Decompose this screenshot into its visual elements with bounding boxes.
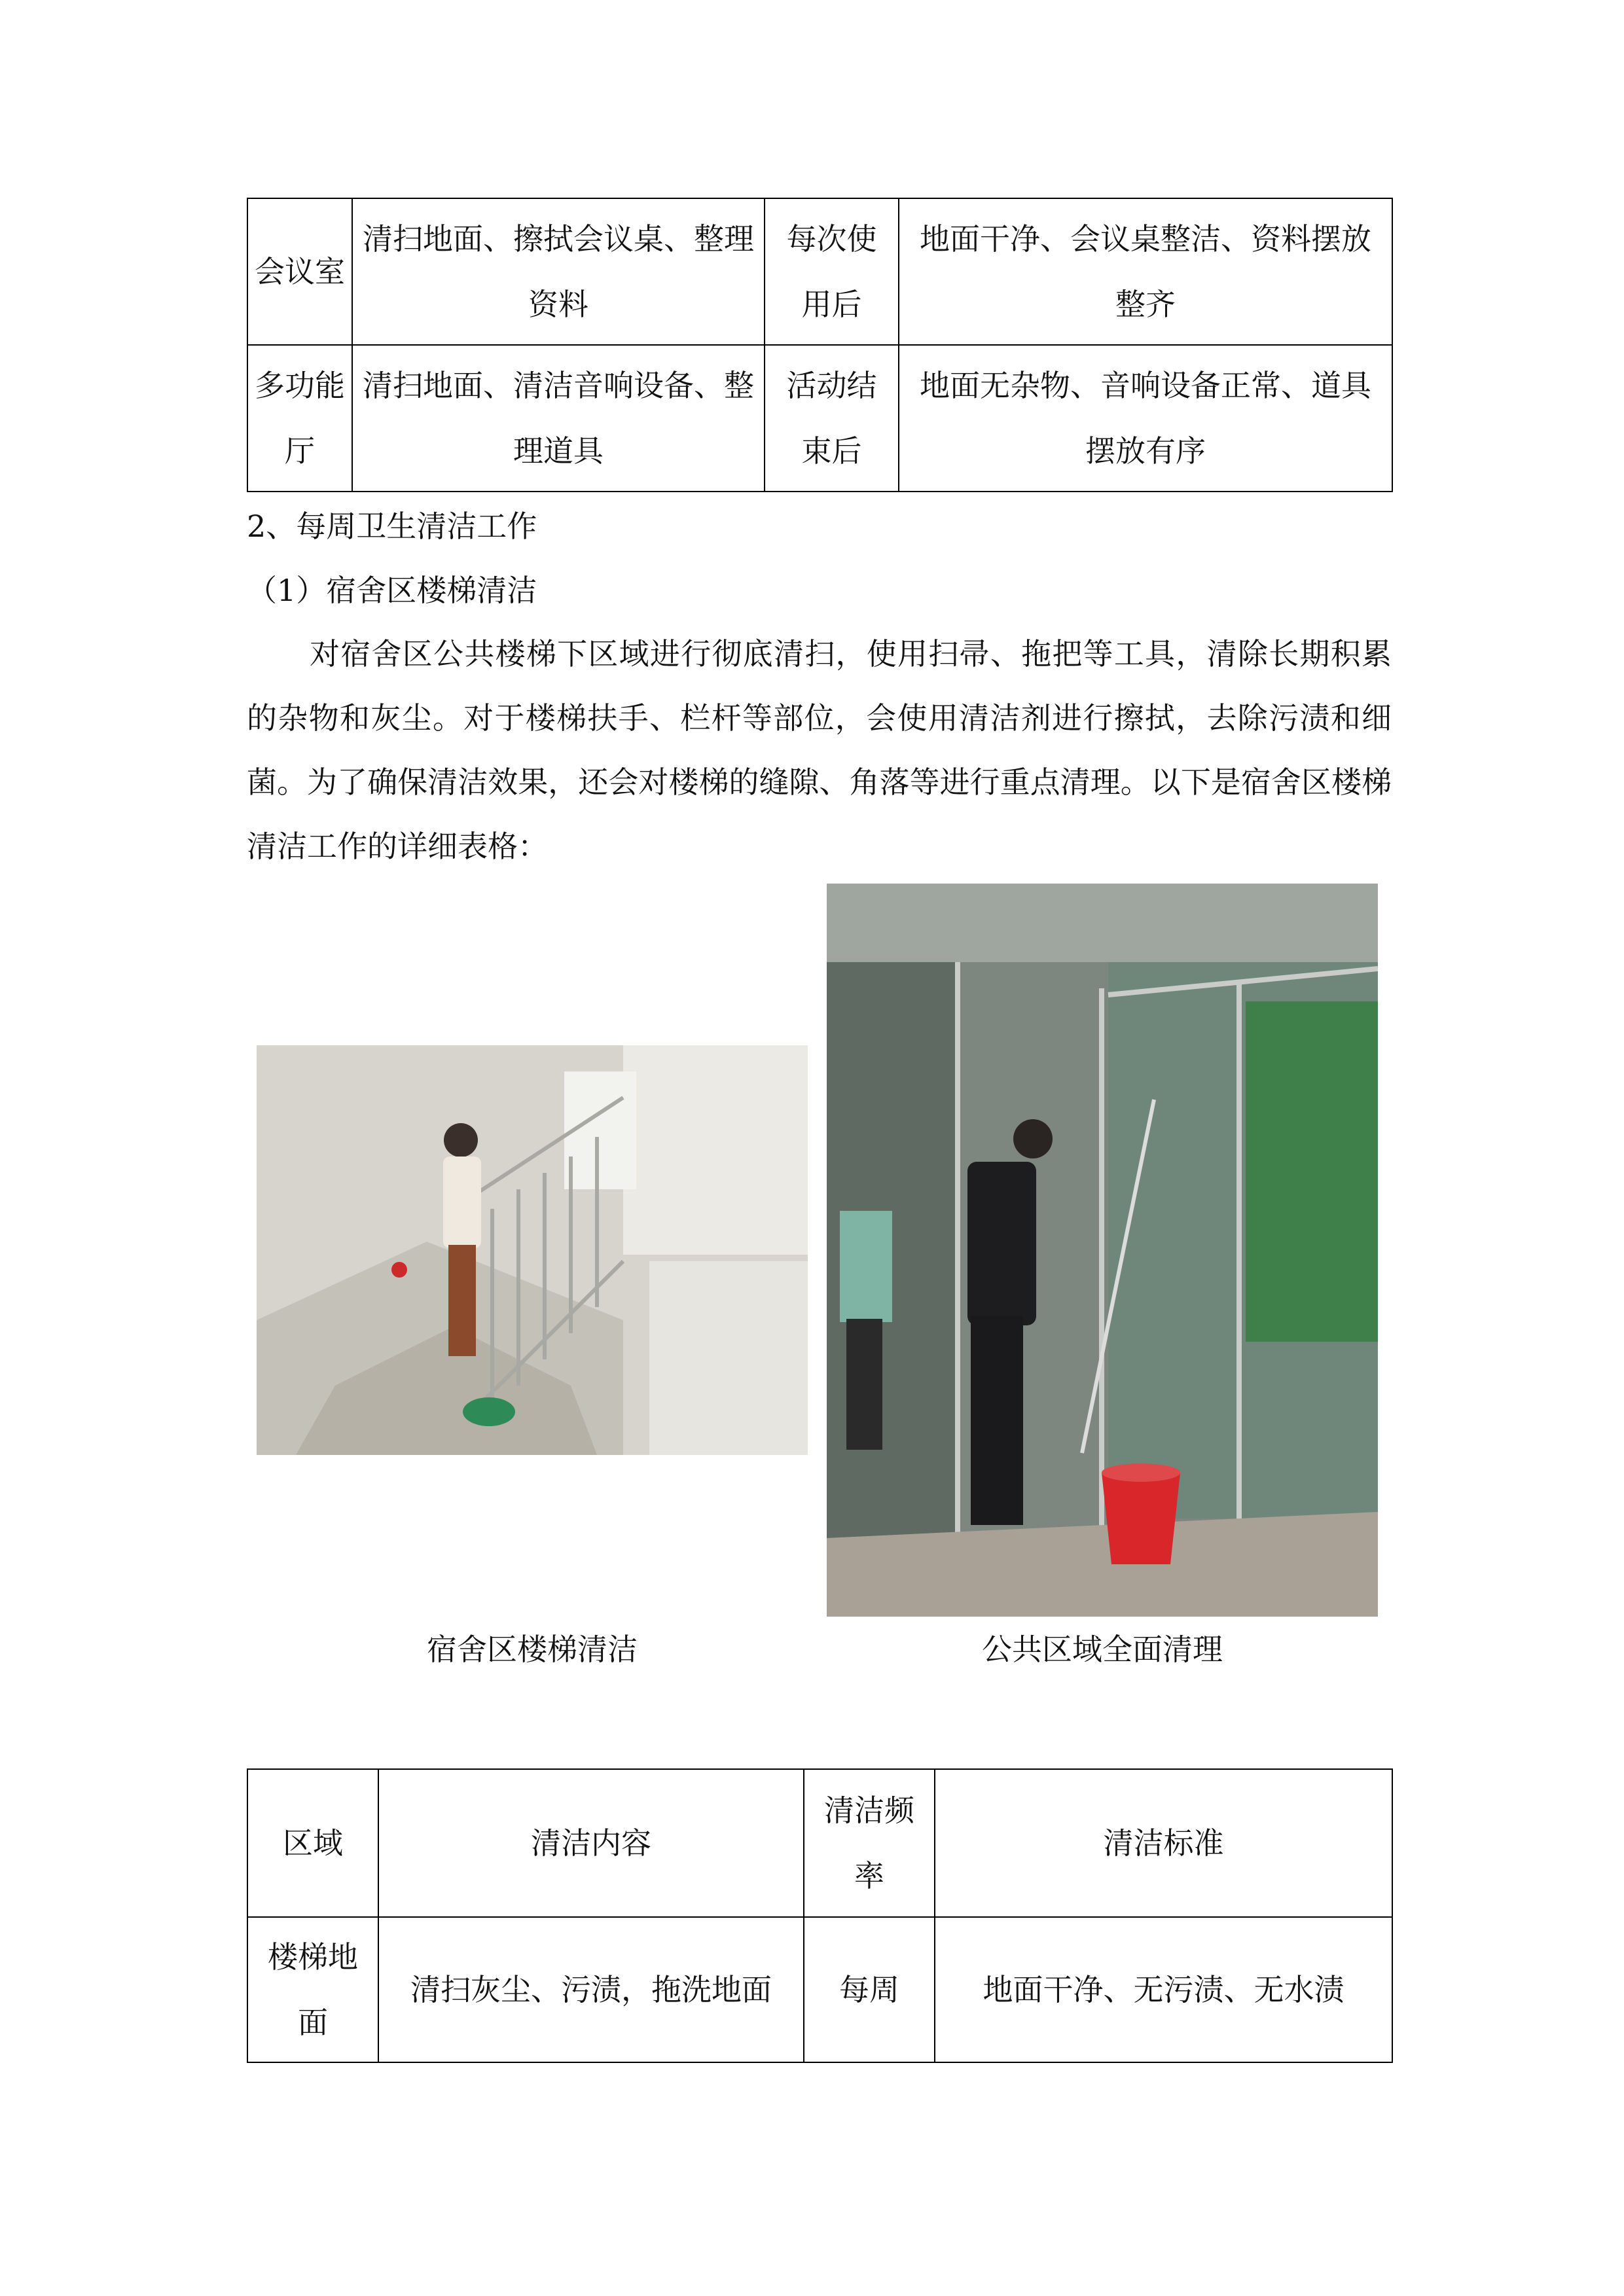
cell-frequency: 活动结束后 <box>765 345 899 492</box>
cell-area: 会议室 <box>247 198 352 345</box>
header-area: 区域 <box>247 1769 378 1917</box>
cell-standard: 地面干净、无污渍、无水渍 <box>935 1917 1392 2062</box>
cell-content: 清扫灰尘、污渍，拖洗地面 <box>378 1917 804 2062</box>
header-frequency: 清洁频率 <box>804 1769 935 1917</box>
cleaning-table-top <box>247 198 1393 492</box>
photo-caption-right: 公共区域全面清理 <box>982 1632 1223 1667</box>
sub-heading: （1）宿舍区楼梯清洁 <box>247 573 537 608</box>
cell-frequency: 每周 <box>804 1917 935 2062</box>
cell-area: 楼梯地面 <box>247 1917 378 2062</box>
glass-cleaning-photo <box>827 884 1378 1617</box>
body-paragraph: 对宿舍区公共楼梯下区域进行彻底清扫，使用扫帚、拖把等工具，清除长期积累的杂物和灰尘。对于楼梯扶手、栏杆等部位，会使用清洁剂进行擦拭，去除污渍和细菌。为了确保清洁效果，还会对楼梯的缝隙、角落等进行重点清理。以下是宿舍区楼梯清洁工作的详细表格： <box>247 636 1392 864</box>
table-row <box>247 345 1392 492</box>
photo-caption-left: 宿舍区楼梯清洁 <box>427 1632 638 1667</box>
table-row <box>247 1917 1392 2062</box>
cell-standard: 地面无杂物、音响设备正常、道具摆放有序 <box>899 345 1392 492</box>
section-heading: 2、每周卫生清洁工作 <box>247 509 537 544</box>
cell-standard: 地面干净、会议桌整洁、资料摆放整齐 <box>899 198 1392 345</box>
table-header-row <box>247 1769 1392 1917</box>
stair-cleaning-table <box>247 1768 1393 2063</box>
stair-cleaning-photo <box>257 1045 808 1455</box>
cell-content: 清扫地面、擦拭会议桌、整理资料 <box>352 198 765 345</box>
header-standard: 清洁标准 <box>935 1769 1392 1917</box>
table-row <box>247 198 1392 345</box>
cell-frequency: 每次使用后 <box>765 198 899 345</box>
header-content: 清洁内容 <box>378 1769 804 1917</box>
cell-area: 多功能厅 <box>247 345 352 492</box>
cell-content: 清扫地面、清洁音响设备、整理道具 <box>352 345 765 492</box>
